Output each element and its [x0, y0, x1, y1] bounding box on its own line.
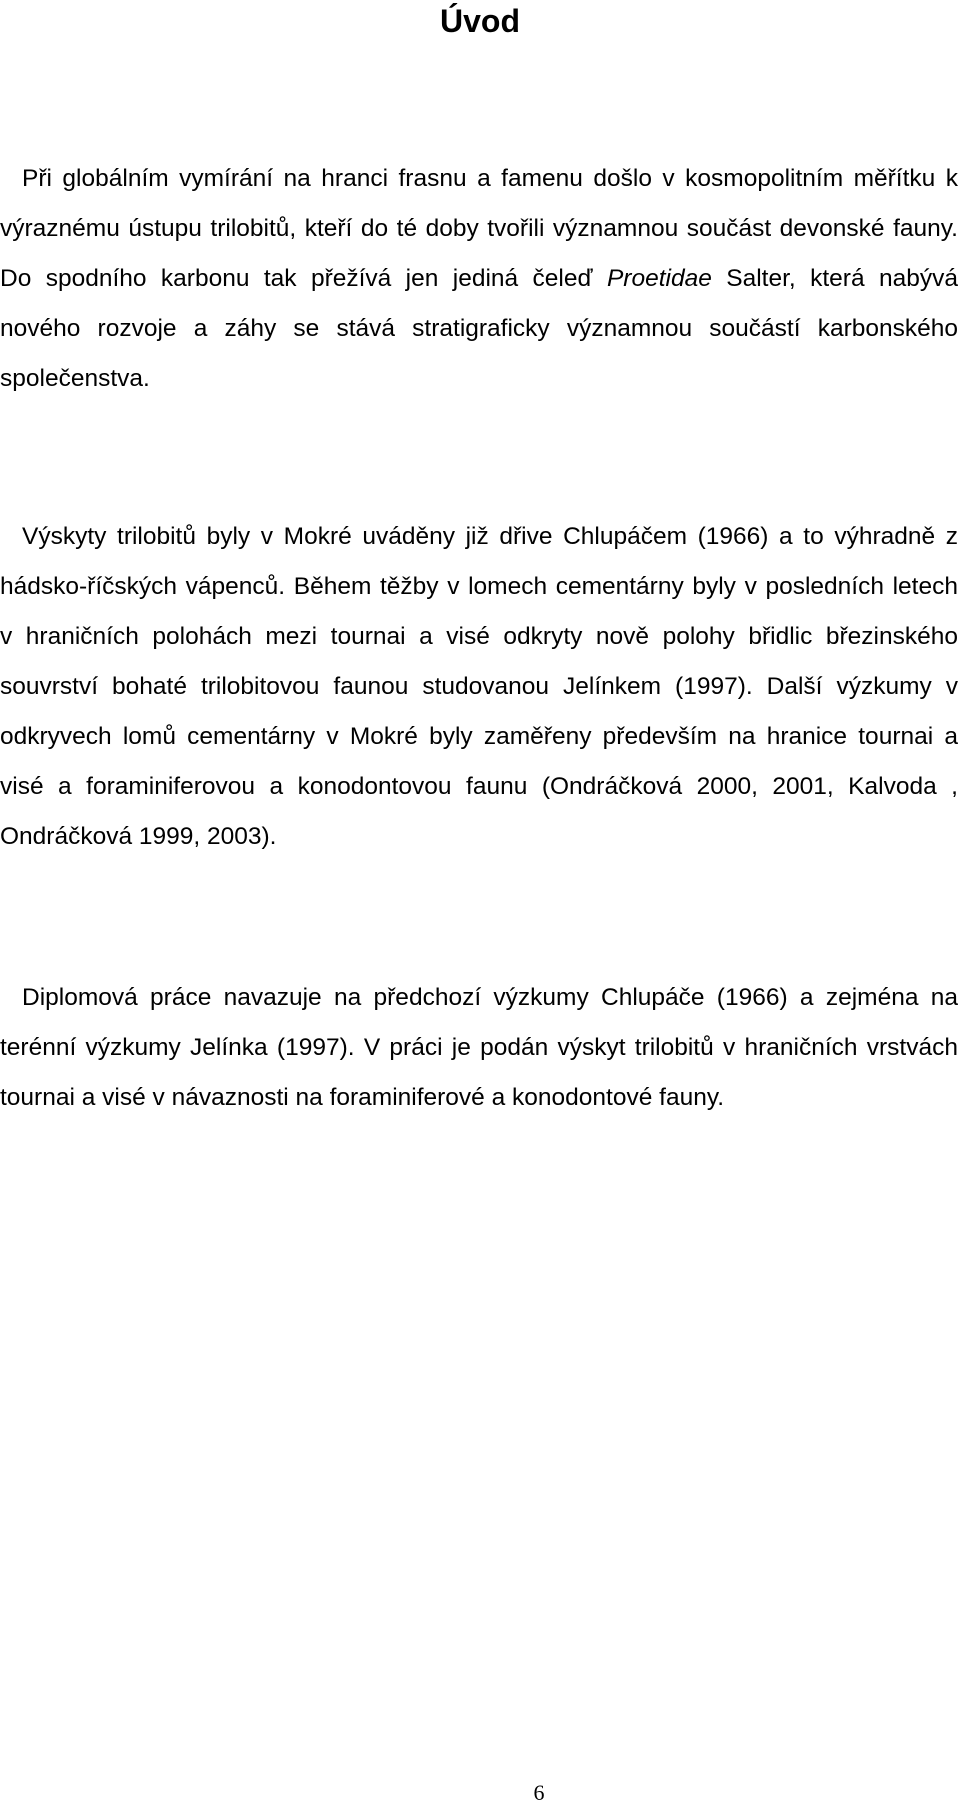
- paragraph-intro-text-start: Při globálním vymírání na hranci frasnu a famenu došlo v kosmopolitním měřítku k výraznému ústupu trilobitů, kteří do té doby tvořili významnou součást devonské fauny. Do spodního karbonu tak přežívá jen jediná čeleď: [0, 165, 958, 292]
- paragraph-thesis-aim: Diplomová práce navazuje na předchozí výzkumy Chlupáče (1966) a zejména na terénní výzkumy Jelínka (1997). V práci je podán výskyt trilobitů v hraničních vrstvách tournai a visé v návaznosti na foraminiferové a konodontové fauny.: [0, 984, 958, 1111]
- page-number: 6: [533, 1780, 545, 1805]
- paragraph-intro-text-end: Salter, která nabývá nového rozvoje a záhy se stává stratigraficky významnou součástí karbonského společenstva.: [0, 265, 958, 392]
- taxon-name: Proetidae: [606, 265, 712, 292]
- page-title: Úvod: [440, 3, 520, 39]
- paragraph-occurrences: Výskyty trilobitů byly v Mokré uváděny již dřive Chlupáčem (1966) a to výhradně z hádsko-říčských vápenců. Během těžby v lomech cementárny byly v posledních letech v hraničních polohách mezi tournai a visé odkryty nově polohy břidlic březinského souvrství bohaté trilobitovou faunou studovanou Jelínkem (1997). Další výzkumy v odkryvech lomů cementárny v Mokré byly zaměřeny především na hranice tournai a visé a foraminiferovou a konodontovou faunu (Ondráčková 2000, 2001, Kalvoda , Ondráčková 1999, 2003).: [0, 523, 958, 850]
- paragraph-intro: [0, 154, 958, 404]
